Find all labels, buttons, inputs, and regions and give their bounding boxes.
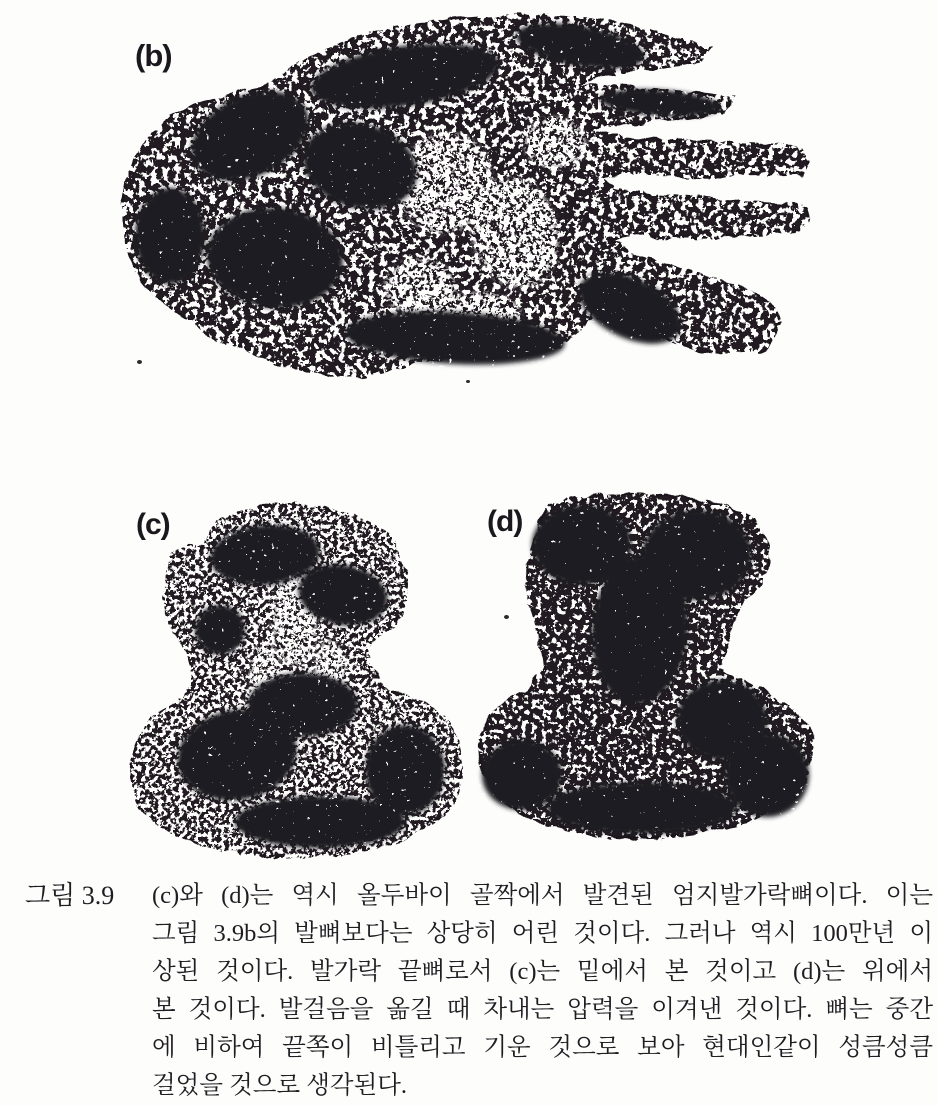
figure-label-c: (c)	[136, 508, 170, 541]
ink-speck	[504, 615, 509, 619]
figure-label-b: (b)	[135, 38, 172, 73]
fossil-foot-image	[110, 8, 820, 388]
caption-line: 상된 것이다. 발가락 끝뼈로서 (c)는 밑에서 본 것이고 (d)는 위에서	[152, 958, 933, 985]
caption-line: (c)와 (d)는 역시 올두바이 골짝에서 발견된 엄지발가락뼈이다. 이는	[152, 882, 933, 909]
ink-speck	[137, 360, 142, 364]
figure-caption	[25, 877, 933, 1105]
figure-c	[125, 500, 470, 862]
caption-line: 에 비하여 끝쪽이 비틀리고 기운 것으로 보아 현대인같이 성큼성큼	[152, 1034, 933, 1061]
toe-bone-top-view-image	[472, 490, 822, 842]
ink-speck	[466, 380, 470, 383]
figure-b	[110, 8, 820, 388]
figure-d	[472, 490, 822, 842]
figure-label-d: (d)	[487, 505, 523, 538]
caption-line: 그림 3.9b의 발뼈보다는 상당히 어린 것이다. 그러나 역시 100만년 이	[152, 920, 933, 947]
caption-line: 본 것이다. 발걸음을 옮길 때 차내는 압력을 이겨낸 것이다. 뼈는 중간	[152, 996, 933, 1023]
figure-caption-text	[152, 877, 933, 1105]
toe-bone-bottom-view-image	[125, 500, 470, 862]
caption-line: 걸었을 것으로 생각된다.	[152, 1072, 408, 1099]
figure-caption-number: 그림 3.9	[25, 881, 115, 910]
